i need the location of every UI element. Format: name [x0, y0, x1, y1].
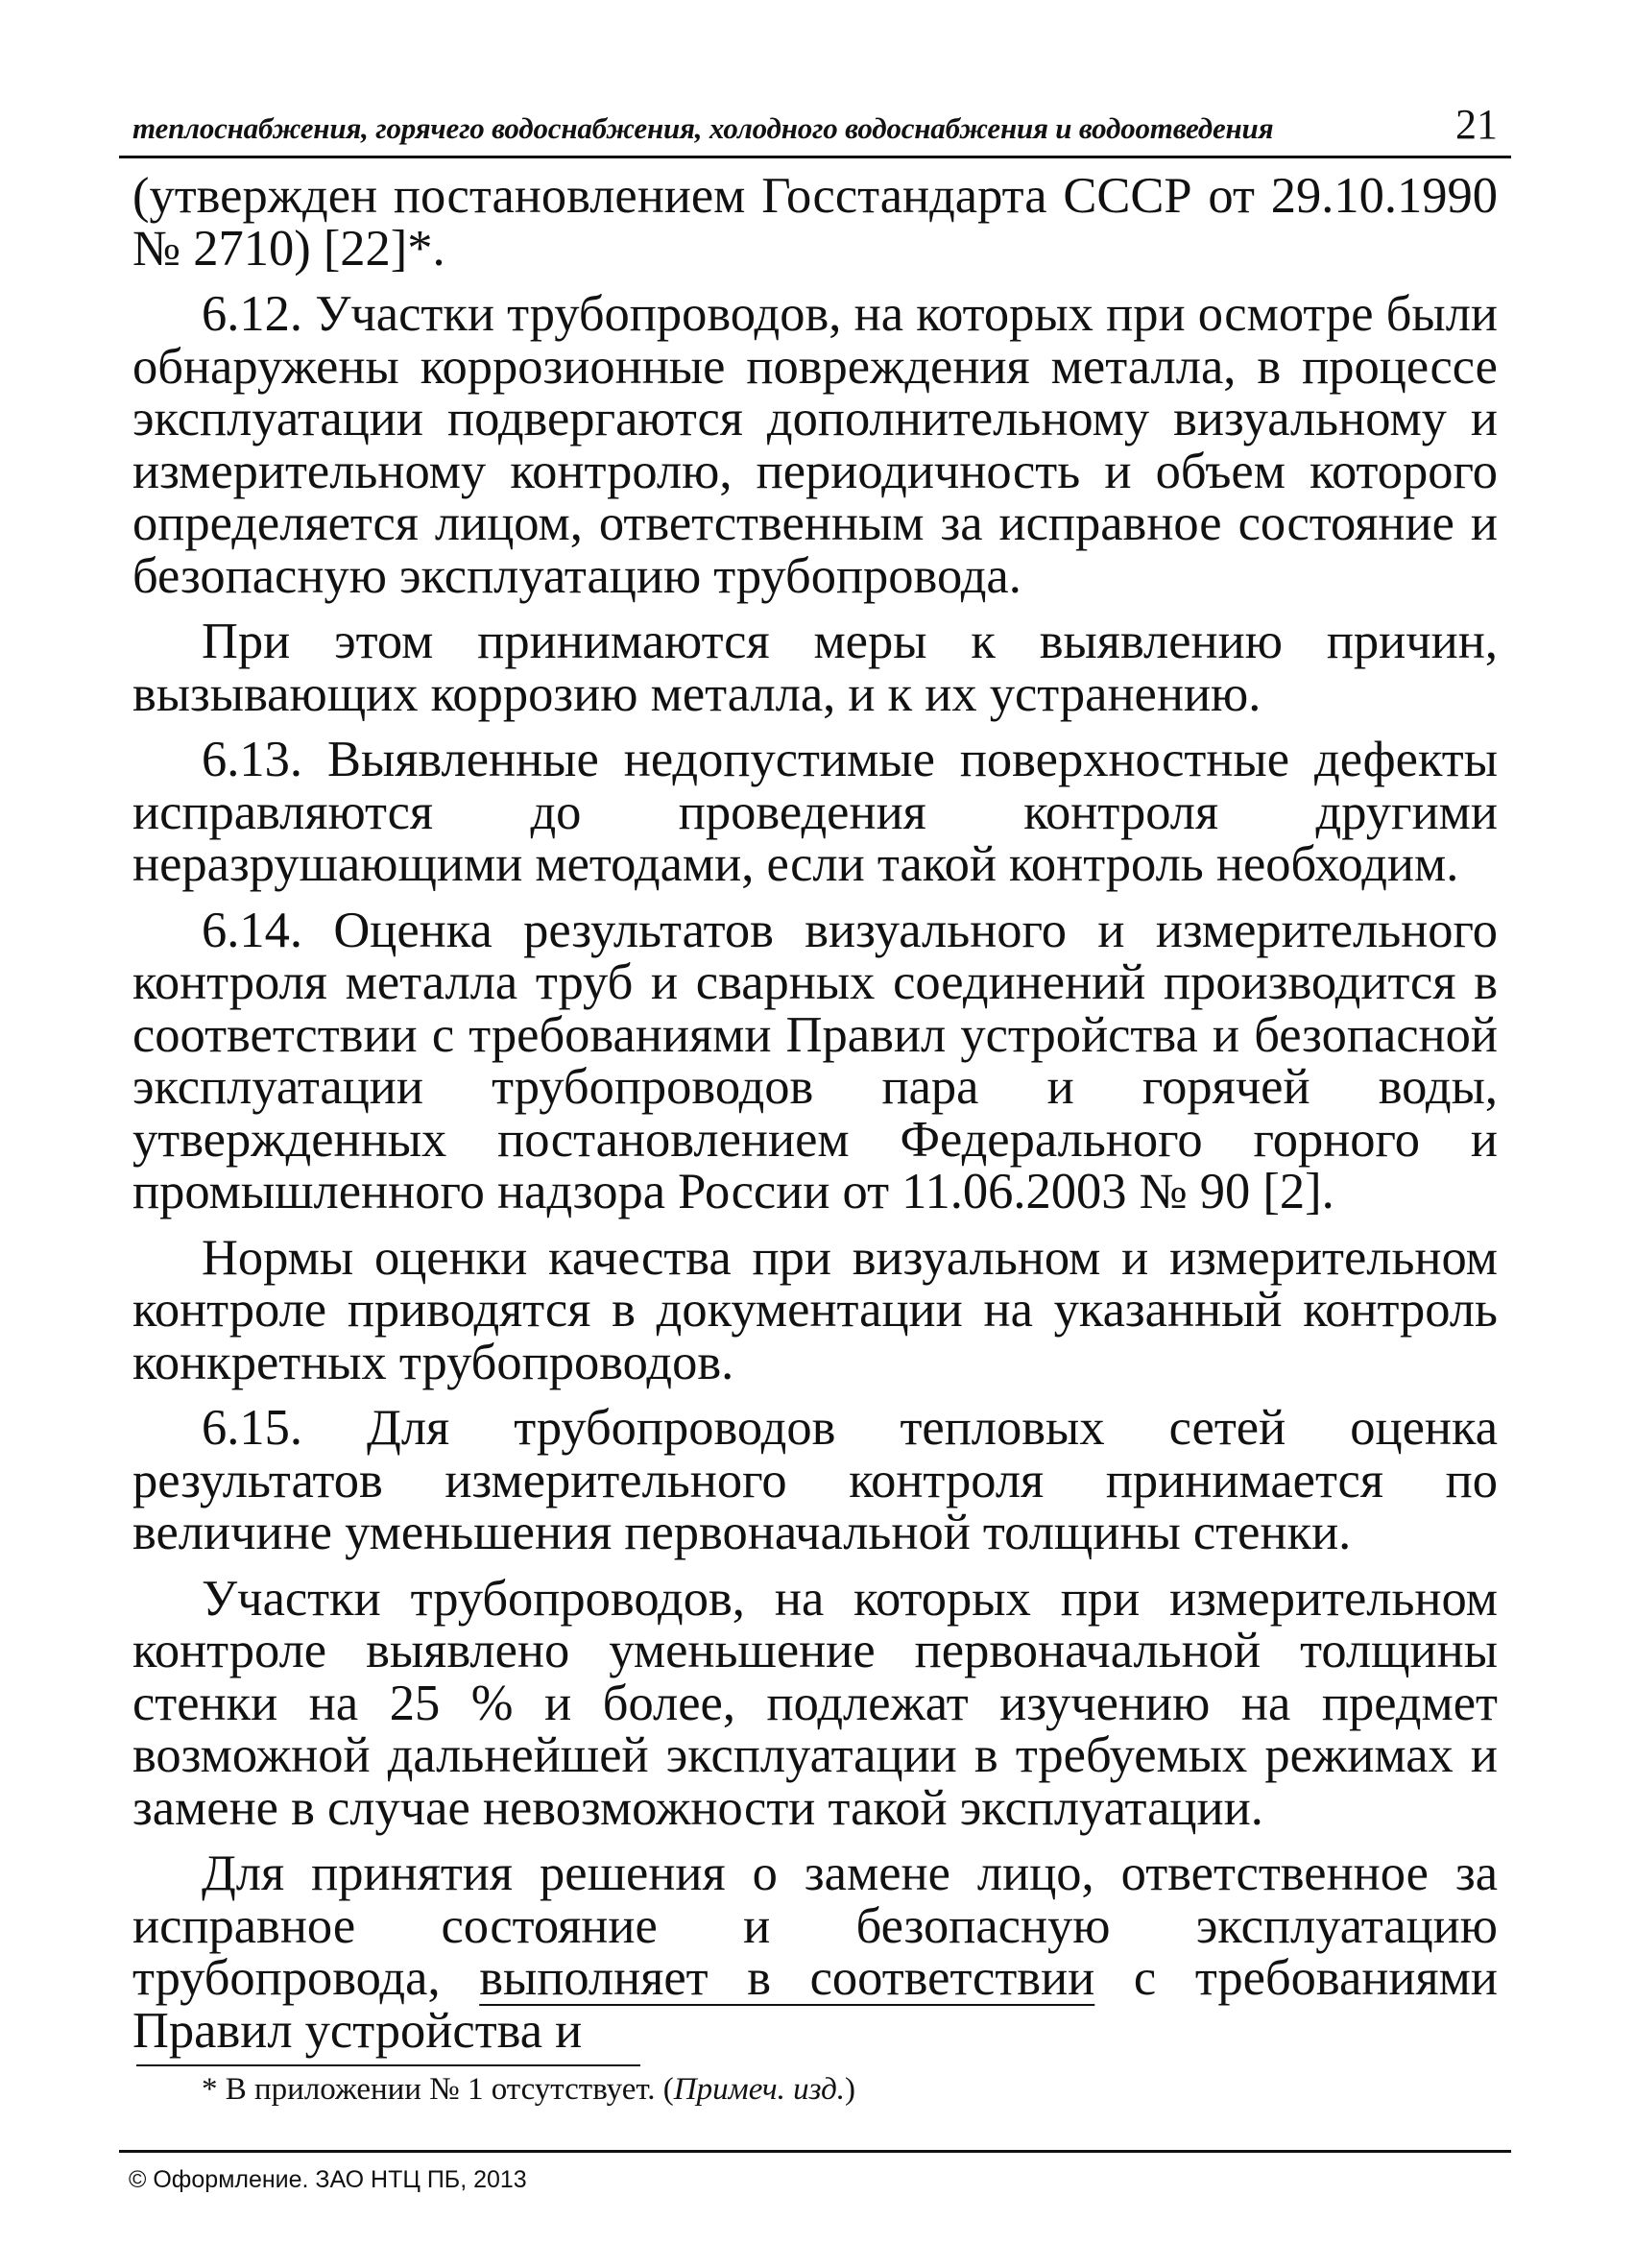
footnote-separator — [136, 2064, 640, 2066]
underlined-phrase: выполняет в соответствии — [479, 1950, 1095, 2006]
footnote-editor-note: Примеч. изд. — [673, 2072, 846, 2107]
document-page — [129, 101, 1498, 2194]
page-number: 21 — [1455, 101, 1498, 148]
paragraph-continuation: (утвержден постановлением Госстандарта СССР от 29.10.1990 № 2710) [22]*. — [132, 168, 1498, 277]
running-header — [119, 101, 1511, 158]
footnote-text: * В приложении № 1 отсутствует. ( — [202, 2072, 674, 2107]
paragraph-wall-thinning: Участки трубопроводов, на которых при измерительном контроле выявлено уменьшение первоначальной толщины стенки на 25 % и более, подлежат изучению на предмет возможной дальнейшей эксплуатации в требуемых режимах и замене в случае невозможности такой эксплуатации. — [132, 1570, 1498, 1836]
paragraph-6-13: 6.13. Выявленные недопустимые поверхностные дефекты исправляются до проведения контроля другими неразрушающими методами, если такой контроль необходим. — [132, 732, 1498, 892]
running-header-title: теплоснабжения, горячего водоснабжения, холодного водоснабжения и водоотведения — [132, 111, 1274, 145]
paragraph-replacement-end: с требованиями Правил устройства и — [132, 1950, 1498, 2059]
paragraph-quality-norms: Нормы оценки качества при визуальном и измерительном контроле приводятся в документации на указанный контроль конкретных трубопроводов. — [132, 1229, 1498, 1390]
body-text — [132, 170, 1498, 2057]
paragraph-6-15: 6.15. Для трубопроводов тепловых сетей оценка результатов измерительного контроля принимается по величине уменьшения первоначальной толщины стенки. — [132, 1400, 1498, 1560]
paragraph-6-12: 6.12. Участки трубопроводов, на которых при осмотре были обнаружены коррозионные повреждения металла, в процессе эксплуатации подвергаются дополнительному визуальному и измерительному контролю, периодичность и объем которого определяется лицом, ответственным за исправное состояние и безопасную эксплуатацию трубопровода. — [132, 286, 1498, 604]
footer-copyright: © Оформление. ЗАО НТЦ ПБ, 2013 — [129, 2166, 527, 2193]
paragraph-corrosion-measures: При этом принимаются меры к выявлению причин, вызывающих коррозию металла, и к их устранению. — [132, 614, 1498, 722]
paragraph-replacement-decision — [132, 1847, 1498, 2057]
paragraph-6-14: 6.14. Оценка результатов визуального и измерительного контроля металла труб и сварных соединений производится в соответствии с требованиями Правил устройства и безопасной эксплуатации трубопроводов пара и горячей воды, утвержденных постановлением Федерального горного и промышленного надзора России от 11.06.2003 № 90 [2]. — [132, 902, 1498, 1219]
footnote — [132, 2072, 1498, 2108]
footer-separator — [119, 2150, 1511, 2153]
footnote-close: ) — [845, 2072, 856, 2107]
paragraph-replacement-start: Для принятия решения о замене лицо, ответственное за исправное состояние и безопасную эксплуатацию трубопровода, — [132, 1846, 1498, 2006]
